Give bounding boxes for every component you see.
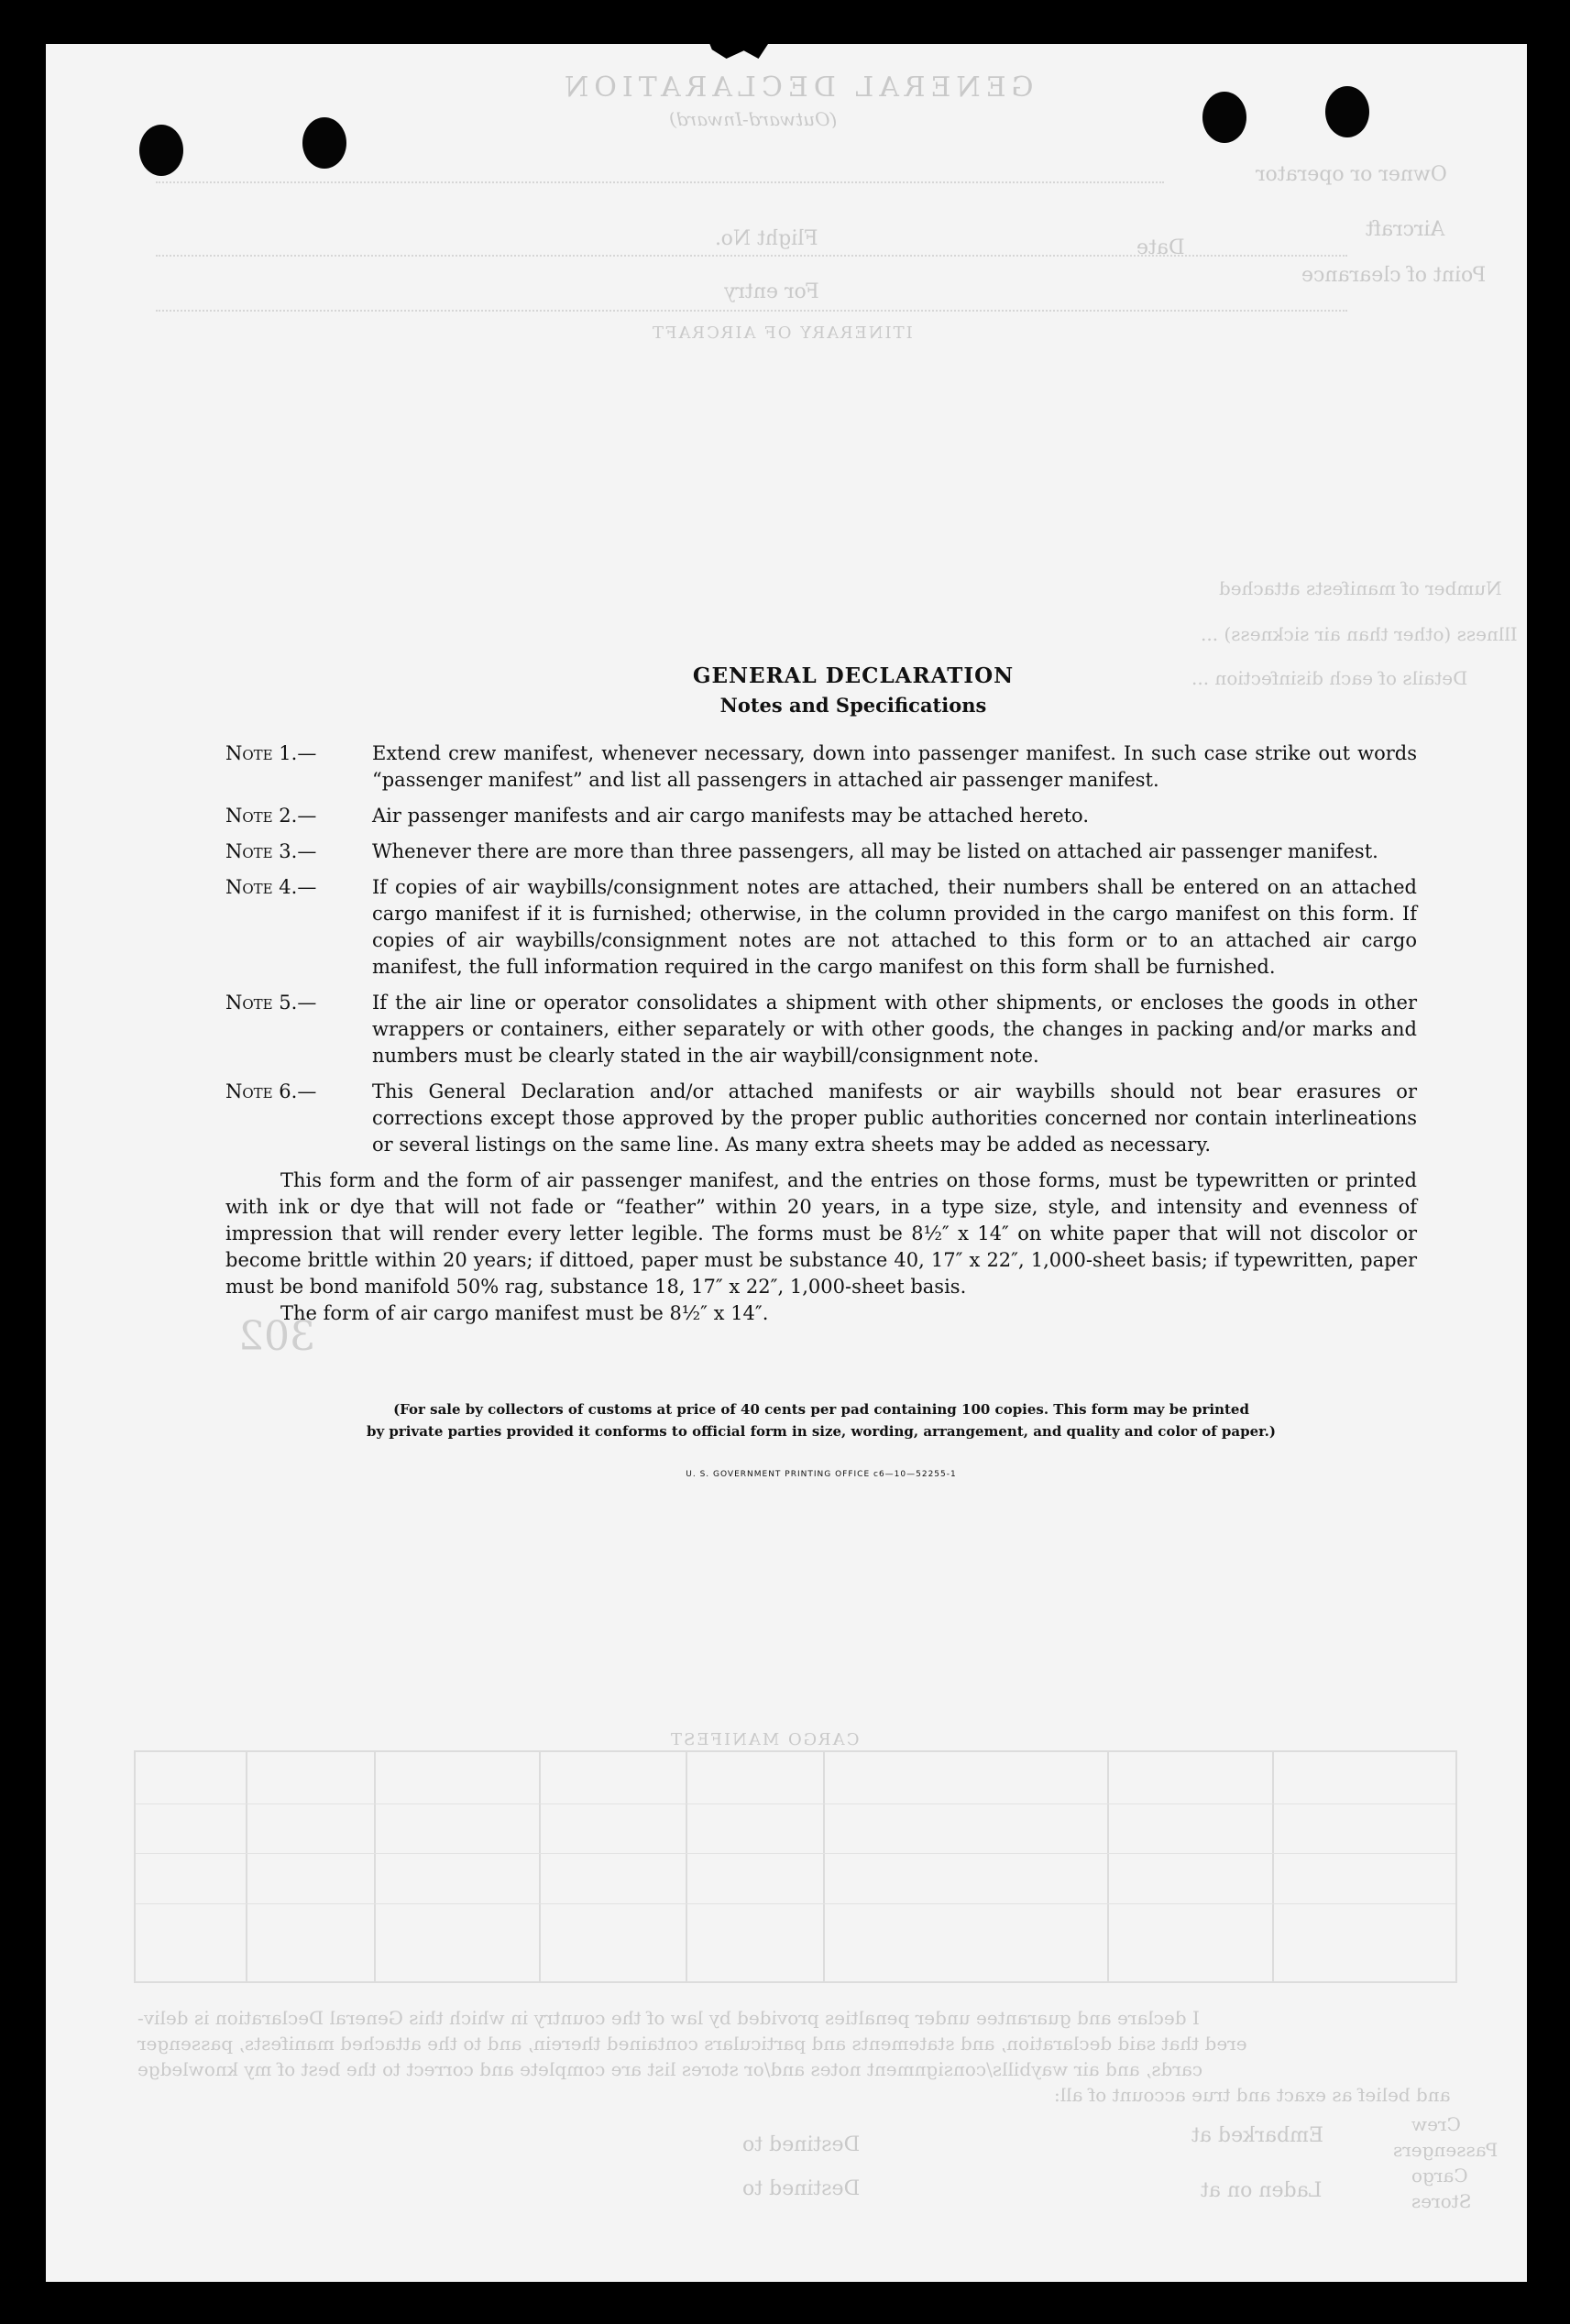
ghost-crew: Crew	[1411, 2113, 1461, 2135]
sale-notice-line-1: (For sale by collectors of customs at price of 40 cents per pad containing 100 copies. This form may be printed	[393, 1401, 1249, 1418]
ghost-header-sub: (Outward-Inward)	[669, 108, 838, 130]
note-2-text: Air passenger manifests and air cargo manifests may be attached hereto.	[372, 805, 1090, 827]
note-4-label: Note 4.—	[225, 876, 317, 898]
ghost-laden: Laden on at	[1201, 2179, 1323, 2202]
ghost-aircraft: Aircraft	[1366, 218, 1445, 241]
ghost-declare-4: and belief as exact and true account of all:	[1054, 2084, 1451, 2106]
ghost-point: Point of clearance	[1301, 264, 1487, 287]
ghost-destined-2: Destined to	[742, 2177, 861, 2200]
note-6-label: Note 6.—	[225, 1080, 317, 1102]
ghost-rule-2	[156, 255, 1347, 257]
page-subtitle: Notes and Specifications	[719, 694, 987, 717]
ghost-number-manifests: Number of manifests attached	[1219, 577, 1502, 599]
note-1	[225, 740, 1417, 794]
ghost-for-entry: For entry	[724, 280, 819, 303]
punch-hole-3	[1202, 92, 1246, 143]
ghost-details: Details of each disinfection ...	[1191, 667, 1468, 689]
main-content	[225, 663, 1417, 1479]
ghost-cargo-table	[134, 1750, 1457, 1983]
note-2	[225, 803, 1417, 829]
ghost-stores: Stores	[1411, 2190, 1472, 2212]
torn-edge	[704, 44, 772, 59]
sale-notice	[225, 1398, 1417, 1442]
sale-notice-line-2: by private parties provided it conforms to official form in size, wording, arrangement, and quality and color of paper.)	[366, 1423, 1276, 1440]
punch-hole-2	[302, 117, 346, 169]
note-1-text: Extend crew manifest, whenever necessary, down into passenger manifest. In such case strike out words “passenger manifest” and list all passengers in attached air passenger manifest.	[372, 742, 1417, 791]
note-4-text: If copies of air waybills/consignment notes are attached, their numbers shall be entered on an attached cargo manifest if it is furnished; otherwise, in the column provided in the cargo manifest on this form. If copies of air waybills/consignment notes are not attached to this form or to an attached air cargo manifest, the full information required in the cargo manifest on this form shall be furnished.	[372, 876, 1417, 978]
cargo-spec-paragraph: The form of air cargo manifest must be 8½″ x 14″.	[280, 1302, 769, 1324]
note-3-text: Whenever there are more than three passengers, all may be listed on attached air passenger manifest.	[372, 840, 1378, 862]
ghost-declare-2: ered that said declaration, and statements and particulars contained therein, and to the attached manifests, passenger	[137, 2033, 1247, 2055]
ghost-cargo-title: CARGO MANIFEST	[669, 1730, 860, 1749]
ghost-destined: Destined to	[742, 2133, 861, 2156]
note-1-label: Note 1.—	[225, 742, 317, 764]
note-5-label: Note 5.—	[225, 992, 317, 1014]
ghost-date: Date	[1136, 236, 1185, 259]
page-title: GENERAL DECLARATION	[692, 663, 1015, 688]
ghost-itinerary: ITINERARY OF AIRCRAFT	[651, 323, 913, 343]
ghost-declare-3: cards, and air waybills/consignment notes and/or stores list are complete and correct to the best of my knowledge	[137, 2058, 1203, 2080]
ghost-stamp: 302	[238, 1313, 315, 1360]
ghost-flight: Flight No.	[715, 227, 818, 250]
ghost-owner: Owner or operator	[1256, 163, 1447, 186]
ghost-rule-3	[156, 310, 1347, 312]
form-spec-paragraph: This form and the form of air passenger manifest, and the entries on those forms, must be typewritten or printed with ink or dye that will not fade or “feather” within 20 years, in a type size, style, and intensity and evenness of impression that will render every letter legible. The forms must be 8½″ x 14″ on white paper that will not discolor or become brittle within 20 years; if dittoed, paper must be substance 40, 17″ x 22″, 1,000-sheet basis; if typewritten, paper must be bond manifold 50% rag, substance 18, 17″ x 22″, 1,000-sheet basis.	[225, 1169, 1417, 1298]
ghost-cargo: Cargo	[1411, 2165, 1468, 2187]
note-6	[225, 1079, 1417, 1158]
ghost-rule-1	[156, 181, 1164, 183]
printer-imprint: U. S. GOVERNMENT PRINTING OFFICE c6—10—52255-1	[686, 1470, 957, 1479]
ghost-embarked: Embarked at	[1191, 2124, 1324, 2147]
note-4	[225, 874, 1417, 981]
ghost-header-title: GENERAL DECLARATION	[559, 71, 1034, 104]
ghost-passengers: Passengers	[1393, 2139, 1499, 2161]
note-5-text: If the air line or operator consolidates a shipment with other shipments, or encloses the goods in other wrappers or containers, either separately or with other goods, the changes in packing and/or marks and numbers must be clearly stated in the air waybill/consignment note.	[372, 992, 1417, 1067]
note-2-label: Note 2.—	[225, 805, 317, 827]
note-6-text: This General Declaration and/or attached manifests or air waybills should not bear erasures or corrections except those approved by the proper public authorities concerned nor contain interlineations or several listings on the same line. As many extra sheets may be added as necessary.	[372, 1080, 1417, 1156]
punch-hole-4	[1325, 86, 1369, 137]
note-3	[225, 839, 1417, 865]
note-3-label: Note 3.—	[225, 840, 317, 862]
punch-hole-1	[139, 125, 183, 176]
ghost-declare-1: I declare and guarantee under penalties provided by law of the country in which this General Declaration is deliv-	[137, 2007, 1200, 2029]
document-page	[46, 44, 1527, 2282]
ghost-illness: Illness (other than air sickness) ...	[1201, 623, 1518, 645]
note-5	[225, 990, 1417, 1069]
